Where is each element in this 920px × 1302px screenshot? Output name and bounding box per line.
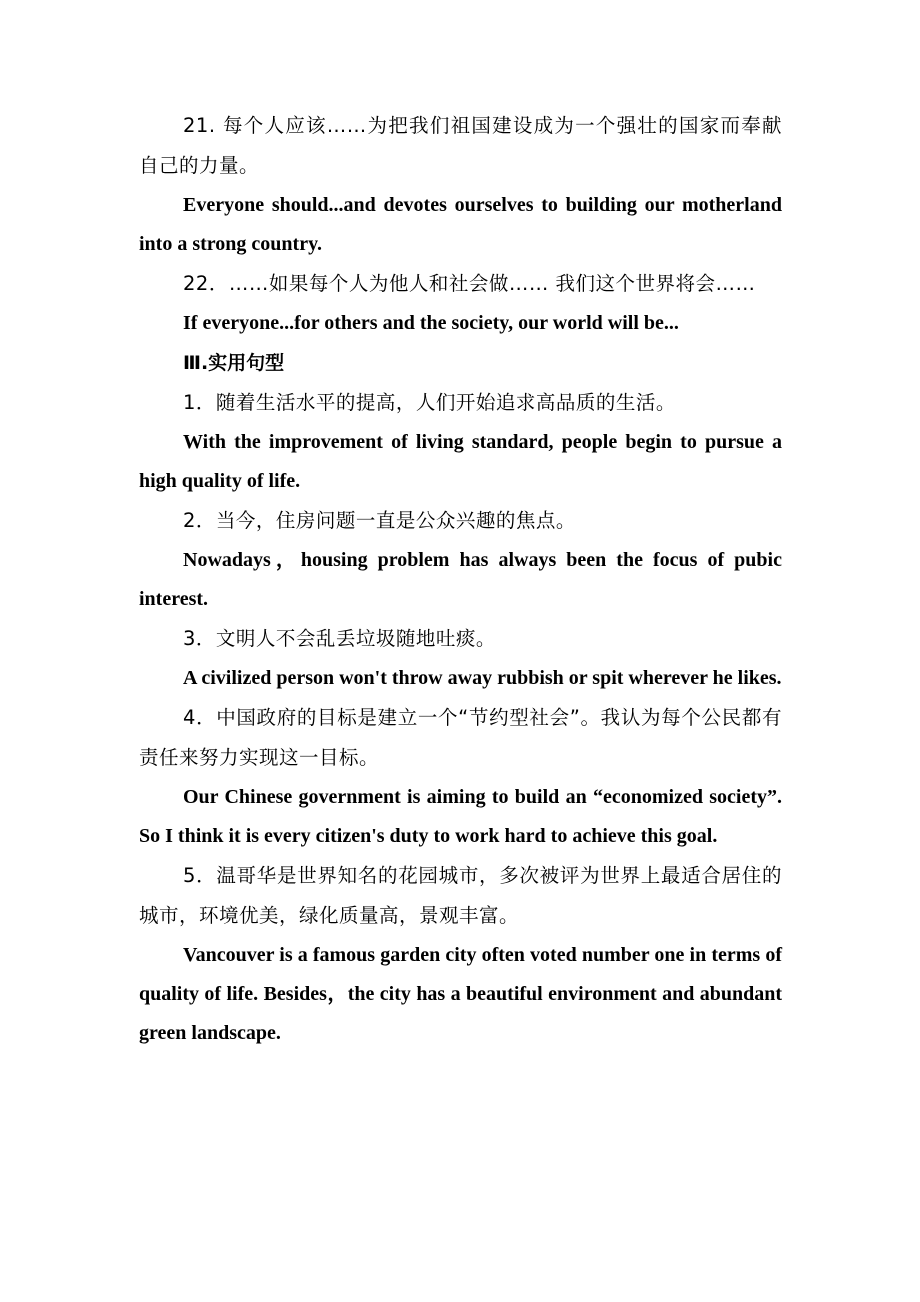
sentence-5-english: Vancouver is a famous garden city often voted number one in terms of quality of life. Besides，the city has a beautiful environment and abundant green landscape.	[139, 944, 782, 1044]
sentence-2-english: Nowadays，housing problem has always been the focus of pubic interest.	[139, 549, 782, 610]
sentence-3-chinese: 3．文明人不会乱丢垃圾随地吐痰。	[183, 627, 496, 650]
sentence-5-chinese: 5．温哥华是世界知名的花园城市，多次被评为世界上最适合居住的城市，环境优美，绿化质量高，景观丰富。	[139, 864, 782, 927]
item-22-english: If everyone...for others and the society, our world will be...	[183, 312, 679, 334]
sentence-4-english: Our Chinese government is aiming to build an “economized society”. So I think it is every citizen's duty to work hard to achieve this goal.	[139, 786, 782, 847]
item-22-chinese: 22．……如果每个人为他人和社会做…… 我们这个世界将会……	[183, 272, 756, 295]
sentence-2-chinese: 2．当今，住房问题一直是公众兴趣的焦点。	[183, 509, 576, 532]
document-page	[139, 106, 782, 1053]
sentence-1-english: With the improvement of living standard, people begin to pursue a high quality of life.	[139, 431, 782, 492]
sentence-1-chinese: 1．随着生活水平的提高，人们开始追求高品质的生活。	[183, 391, 676, 414]
sentence-3-english: A civilized person won't throw away rubbish or spit wherever he likes.	[183, 667, 782, 689]
item-21-english: Everyone should...and devotes ourselves to building our motherland into a strong country.	[139, 194, 782, 255]
section-heading: Ⅲ.实用句型	[183, 352, 285, 374]
item-21-chinese: 21. 每个人应该……为把我们祖国建设成为一个强壮的国家而奉献自己的力量。	[139, 114, 782, 177]
sentence-4-chinese: 4．中国政府的目标是建立一个“节约型社会”。我认为每个公民都有责任来努力实现这一目标。	[139, 706, 782, 769]
